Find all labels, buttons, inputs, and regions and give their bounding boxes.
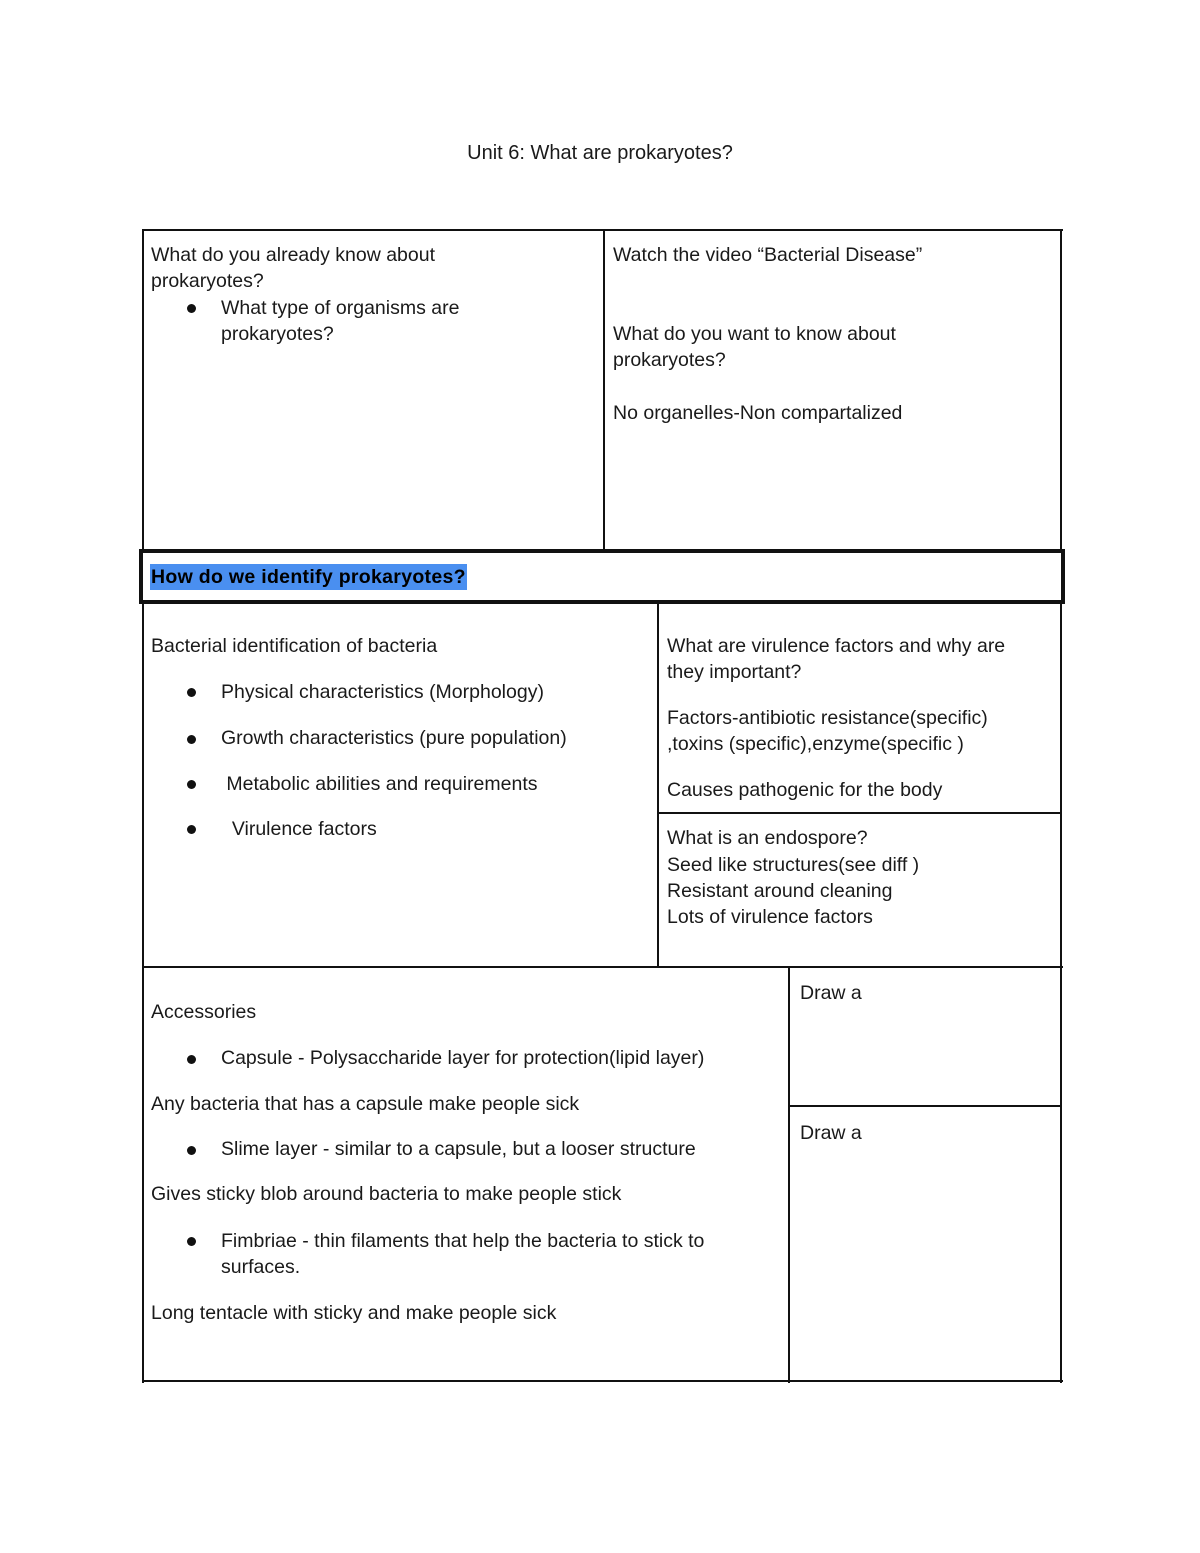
endospore-line3: Lots of virulence factors [667,906,873,928]
bullet-icon [187,688,196,697]
want-question-line2: prokaryotes? [613,349,726,371]
accessories-slime: Slime layer - similar to a capsule, but a looser structure [221,1138,696,1160]
bullet-icon [187,1146,196,1155]
mid-border-bottom [142,966,1063,968]
mid-right-divider [657,812,1062,814]
accessories-fimbriae-note: Long tentacle with sticky and make people sick [151,1302,557,1324]
page-title: Unit 6: What are prokaryotes? [467,142,733,164]
identification-heading: Bacterial identification of bacteria [151,635,438,657]
identify-header-text: How do we identify prokaryotes? [151,566,466,588]
bottom-border-left [142,966,144,1383]
know-bullet-line1: What type of organisms are [221,297,460,319]
know-bullet-line2: prokaryotes? [221,323,334,345]
table-border-left [142,229,144,551]
bottom-border-right [1060,966,1062,1383]
virulence-answer-line3: Causes pathogenic for the body [667,779,943,801]
mid-border-right [1060,602,1062,968]
identification-item: Physical characteristics (Morphology) [221,681,544,703]
identify-header [150,564,467,592]
accessories-heading: Accessories [151,1001,257,1023]
bottom-divider [788,966,790,1383]
bullet-icon [187,780,196,789]
mid-border-left [142,602,144,968]
identification-item: Virulence factors [221,818,377,840]
virulence-question-line2: they important? [667,661,802,683]
mid-divider [657,602,659,968]
bullet-icon [187,1055,196,1064]
virulence-answer-line1: Factors-antibiotic resistance(specific) [667,707,988,729]
accessories-fimbriae-line1: Fimbriae - thin filaments that help the bacteria to stick to [221,1230,705,1252]
table-divider [603,229,605,551]
draw-divider [788,1105,1062,1107]
draw-box-2-label: Draw a [800,1122,862,1144]
virulence-question-line1: What are virulence factors and why are [667,635,1006,657]
bullet-icon [187,304,196,313]
table-border-right [1060,229,1062,551]
bullet-icon [187,735,196,744]
endospore-question: What is an endospore? [667,827,868,849]
bullet-icon [187,1237,196,1246]
accessories-fimbriae-line2: surfaces. [221,1256,301,1278]
want-answer: No organelles-Non compartalized [613,402,903,424]
bottom-border-bottom [142,1380,1063,1382]
accessories-capsule: Capsule - Polysaccharide layer for protection(lipid layer) [221,1047,705,1069]
endospore-line1: Seed like structures(see diff ) [667,854,920,876]
want-question-line1: What do you want to know about [613,323,896,345]
know-question-line1: What do you already know about [151,244,436,266]
endospore-line2: Resistant around cleaning [667,880,893,902]
want-video: Watch the video “Bacterial Disease” [613,244,923,266]
accessories-slime-note: Gives sticky blob around bacteria to make people stick [151,1183,622,1205]
identification-item: Metabolic abilities and requirements [221,773,538,795]
identification-item: Growth characteristics (pure population) [221,727,567,749]
accessories-capsule-note: Any bacteria that has a capsule make people sick [151,1093,580,1115]
virulence-answer-line2: ,toxins (specific),enzyme(specific ) [667,733,964,755]
know-question-line2: prokaryotes? [151,270,264,292]
bullet-icon [187,825,196,834]
draw-box-1-label: Draw a [800,982,862,1004]
